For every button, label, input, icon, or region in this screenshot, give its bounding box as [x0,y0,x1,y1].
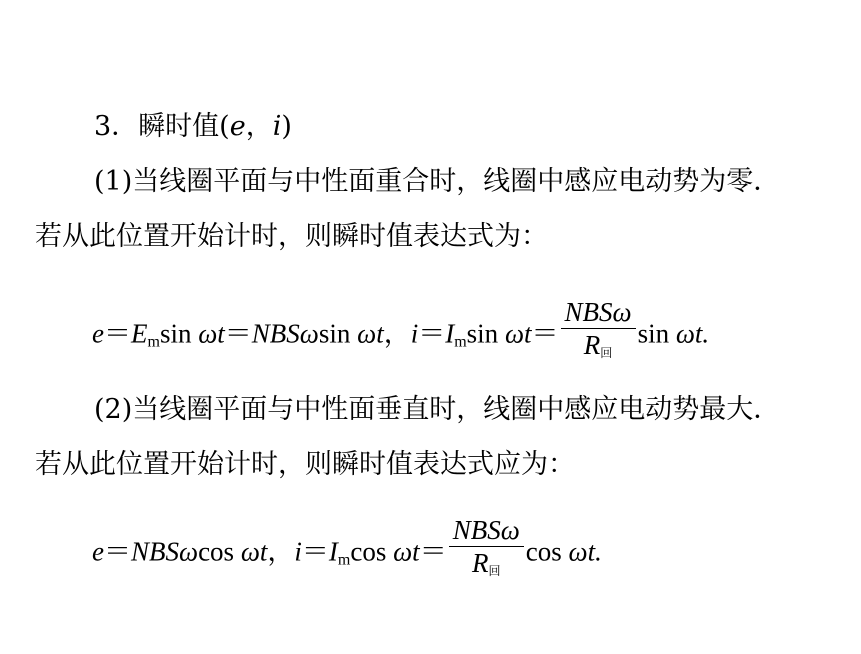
part1-equation [92,297,710,373]
part2-line1: (2)当线圈平面与中性面垂直时，线圈中感应电动势最大． [94,394,781,425]
eq-symbol: ωt [393,536,420,567]
fraction-numerator: NBSω [564,297,632,327]
section-title-suffix: ) [281,111,292,142]
part2-equation [92,515,602,591]
eq-symbol: I [445,318,455,349]
eq-symbol: e [92,536,104,567]
eq-symbol: i [410,318,419,349]
fraction-denominator [561,329,636,369]
fraction [561,296,636,369]
eq-symbol: R [583,330,601,360]
section-heading [94,110,292,144]
eq-func: sin [637,318,676,349]
section-title-prefix: 瞬时值( [138,111,230,142]
part2-line2: 若从此位置开始计时，则瞬时值表达式应为： [35,449,575,480]
eq-symbol: ωt. [675,318,710,349]
eq-sign: ＝ [103,536,131,567]
eq-symbol: R [471,548,489,578]
eq-comma: ， [383,318,411,349]
eq-func: cos [525,536,569,567]
eq-subscript: m [147,333,160,351]
part1-line1: (1)当线圈平面与中性面重合时，线圈中感应电动势为零． [94,166,781,197]
eq-symbol: i [294,536,302,567]
eq-symbol: NBSω [130,536,199,567]
eq-symbol: e [92,318,104,349]
eq-func: cos [350,536,394,567]
eq-sign: ＝ [419,536,447,567]
eq-sign: ＝ [224,318,252,349]
fraction-denominator [449,547,524,587]
fraction-numerator: NBSω [452,515,520,545]
separator: ， [245,111,273,142]
eq-subscript: 回 [488,564,501,578]
eq-subscript: m [454,333,467,351]
section-number: 3． [94,111,139,142]
eq-symbol: ωt [198,318,225,349]
eq-subscript: m [337,551,351,569]
eq-func: sin [318,318,358,349]
eq-symbol: ωt [240,536,268,567]
eq-sign: ＝ [103,318,131,349]
eq-symbol: NBSω [251,318,319,349]
var-i: i [272,111,282,142]
var-e: e [229,111,246,142]
eq-symbol: E [130,318,148,349]
fraction [449,514,524,587]
eq-sign: ＝ [301,536,329,567]
eq-func: sin [159,318,199,349]
eq-sign: ＝ [418,318,446,349]
eq-symbol: ωt. [568,536,602,567]
eq-symbol: ωt [504,318,532,349]
part1-line2: 若从此位置开始计时，则瞬时值表达式为： [35,221,548,252]
eq-subscript: 回 [600,346,613,360]
eq-func: cos [198,536,241,567]
eq-func: sin [466,318,505,349]
eq-comma: ， [267,536,295,567]
eq-sign: ＝ [531,318,559,349]
eq-symbol: ωt [357,318,384,349]
eq-symbol: I [328,536,338,567]
